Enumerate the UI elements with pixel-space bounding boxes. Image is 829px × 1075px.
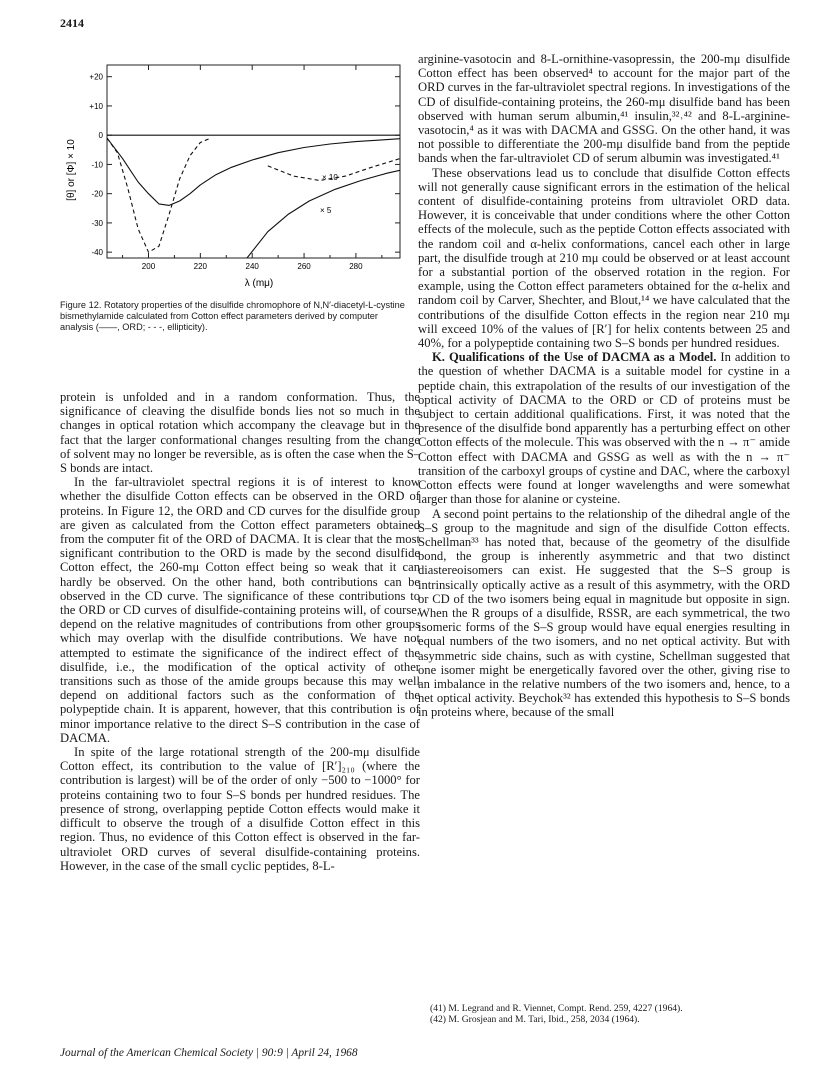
- paragraph: In spite of the large rotational strength of the 200-mμ disulfide Cotton effect, its contribution to the value of [R′]₂₁₀ (where the contribution is largest) will be of the order of only −500 to −1000° for proteins containing two to four S–S bonds per hundred residues. The presence of strong, overlapping peptide Cotton effects would make it difficult to observe the trough of a disulfide Cotton effect in this region. Thus, no evidence of this Cotton effect is observed in the far-ultraviolet ORD curves of several disulfide-containing proteins. However, in the case of the small cyclic peptides, 8-L-: [60, 745, 420, 873]
- footnote: (42) M. Grosjean and M. Tari, Ibid., 258, 2034 (1964).: [430, 1014, 640, 1026]
- footnotes: [430, 1003, 790, 1026]
- page-number: 2414: [60, 16, 84, 30]
- x-tick-label: 220: [193, 262, 208, 271]
- y-tick-label: -40: [91, 248, 103, 258]
- annotation-x5: × 5: [320, 206, 332, 215]
- caption-label: Figure 12.: [60, 300, 102, 310]
- y-tick-label: +20: [89, 72, 103, 82]
- left-column: [60, 390, 420, 873]
- right-column: [418, 52, 790, 720]
- paragraph: protein is unfolded and in a random conformation. Thus, the significance of cleaving the disulfide bonds lies not so much in the changes in optical rotation which accompany the cleavage but in the fact that the larger conformational changes resulting from the change of solvent may no longer be reversible, as is often the case when the S–S bonds are intact.: [60, 390, 420, 476]
- section-heading: K. Qualifications of the Use of DACMA as a Model.: [432, 350, 717, 365]
- y-tick-label: +10: [89, 101, 103, 111]
- plot-frame: [107, 65, 400, 258]
- y-tick-label: -10: [91, 160, 103, 170]
- x-tick-label: 240: [245, 262, 259, 271]
- y-axis-label: [θ] or [Φ] × 10: [66, 139, 77, 201]
- paragraph: A second point pertains to the relationship of the dihedral angle of the S–S group to the magnitude and sign of the disulfide Cotton effects. Schellman³³ has noted that, because of the geometry of the disulfide bond, the group is inherently asymmetric and that two distinct diastereoisomers can exist. He suggested that the S–S group is intrinsically optically active as a result of this asymmetry, with the ORD or CD of the two isomers being equal in magnitude but opposite in sign. When the R groups of a disulfide, RSSR, are each symmetrical, the two isomeric forms of the S–S group would have equal energies resulting in equal numbers of the two isomers, and no net optical activity. But with asymmetric side chains, such as with cystine, Schellman suggested that one isomer might be energetically favored over the other, giving rise to an imbalance in the relative numbers of the two isomers and, hence, to a net optical activity. Beychok³² has extended this hypothesis to S–S bonds in proteins where, because of the small: [418, 506, 790, 720]
- journal-footer: Journal of the American Chemical Society | 90:9 | April 24, 1968: [60, 1047, 358, 1059]
- y-tick-label: -20: [91, 189, 103, 199]
- figure-caption: [60, 300, 410, 333]
- x-tick-label: 260: [297, 262, 311, 271]
- x-tick-label: 200: [141, 262, 156, 271]
- paragraph-text: In addition to the question of whether DACMA is a suitable model for cystine in a peptide chain, this extrapolation of the results of our investigation of the optical activity of DACMA to the ORD or CD of proteins must be subject to certain additional qualifications. First, it was noted that the presence of the disulfide bond apparently has a perturbing effect on other Cotton effects of the molecule. This was observed with the n → π⁻ amide Cotton effect with DACMA and GSSG as well as with the n → π⁻ transition of the carboxyl groups of cystine and DAC, where the carboxyl Cotton effects were found at longer wavelengths and were somewhat larger than those for alanine or cysteine.: [418, 350, 790, 507]
- x-axis-label: λ (mμ): [244, 278, 274, 289]
- caption-text: Rotatory properties of the disulfide chromophore of N,N′-diacetyl-L-cystine bismethylamide calculated from Cotton effect parameters derived by computer analysis (——, ORD; - - -, ellipticity).: [60, 300, 405, 332]
- footnote: (41) M. Legrand and R. Viennet, Compt. Rend. 259, 4227 (1964).: [430, 1003, 683, 1014]
- y-tick-label: -30: [91, 218, 103, 228]
- figure-12: [60, 50, 410, 295]
- x-tick-label: 280: [349, 262, 363, 271]
- cd-ord-chart: [60, 50, 410, 290]
- paragraph: These observations lead us to conclude that disulfide Cotton effects will not generally cause significant errors in the estimation of the helical content of disulfide-containing proteins from ultraviolet ORD data. However, it is conceivable that under conditions where the other Cotton effects of the molecule, such as the peptide Cotton effects associated with the random coil and α-helix conformations, cancel each other in large part, the disulfide trough at 210 mμ could be observed or at least account for a substantial portion of the observed rotation in the region. For example, using the Cotton effect parameters obtained for the α-helix and random coil by Carver, Shechter, and Blout,¹⁴ we have calculated that the contributions of the disulfide Cotton effects in the region near 210 mμ will exceed 10% of the values of [R′] for helix contents between 25 and 40%, for a polypeptide containing two S–S bonds per hundred residues.: [418, 165, 790, 351]
- section-k-first-paragraph: [418, 350, 790, 506]
- annotation-x10: × 10: [322, 173, 338, 182]
- y-tick-label: 0: [98, 131, 103, 141]
- paragraph: In the far-ultraviolet spectral regions it is of interest to know whether the disulfide Cotton effects can be observed in the ORD of proteins. In Figure 12, the ORD and CD curves for the disulfide group are given as calculated from the Cotton effect parameters obtained from the computer fit of the ORD of DACMA. It is clear that the most significant contribution to the ORD is made by the second disulfide Cotton effect, the 260-mμ Cotton effect being so weak that it can hardly be observed. On the other hand, both contributions can be observed in the CD curve. The significance of these contributions to the ORD or CD curves of disulfide-containing proteins will, of course, depend on the relative magnitudes of contributions from other groups which may overlap with the disulfide contributions. We have not attempted to estimate the significance of the indirect effect of the disulfide, i.e., the modification of the optical activity of other transitions such as those of the amide groups because this may well depend on additional factors such as the conformation of the polypeptide chain. It is apparent, however, that this contribution is of minor importance relative to the direct S–S contribution in the case of DACMA.: [60, 475, 420, 745]
- series-line-0: [107, 138, 400, 205]
- series-line-1: [107, 138, 211, 252]
- paragraph: arginine-vasotocin and 8-L-ornithine-vasopressin, the 200-mμ disulfide Cotton effect has been observed⁴ to account for the major part of the ORD curves in the far-ultraviolet spectral regions. In investigations of the CD of disulfide-containing proteins, the 260-mμ disulfide band has been observed with human serum albumin,⁴¹ insulin,³²˒⁴² and 8-L-arginine-vasotocin,⁴ as it was with DACMA and GSSG. On the other hand, it was not possible to differentiate the 200-mμ disulfide band from the peptide bands when the far-ultraviolet CD of serum albumin was investigated.⁴¹: [418, 52, 790, 166]
